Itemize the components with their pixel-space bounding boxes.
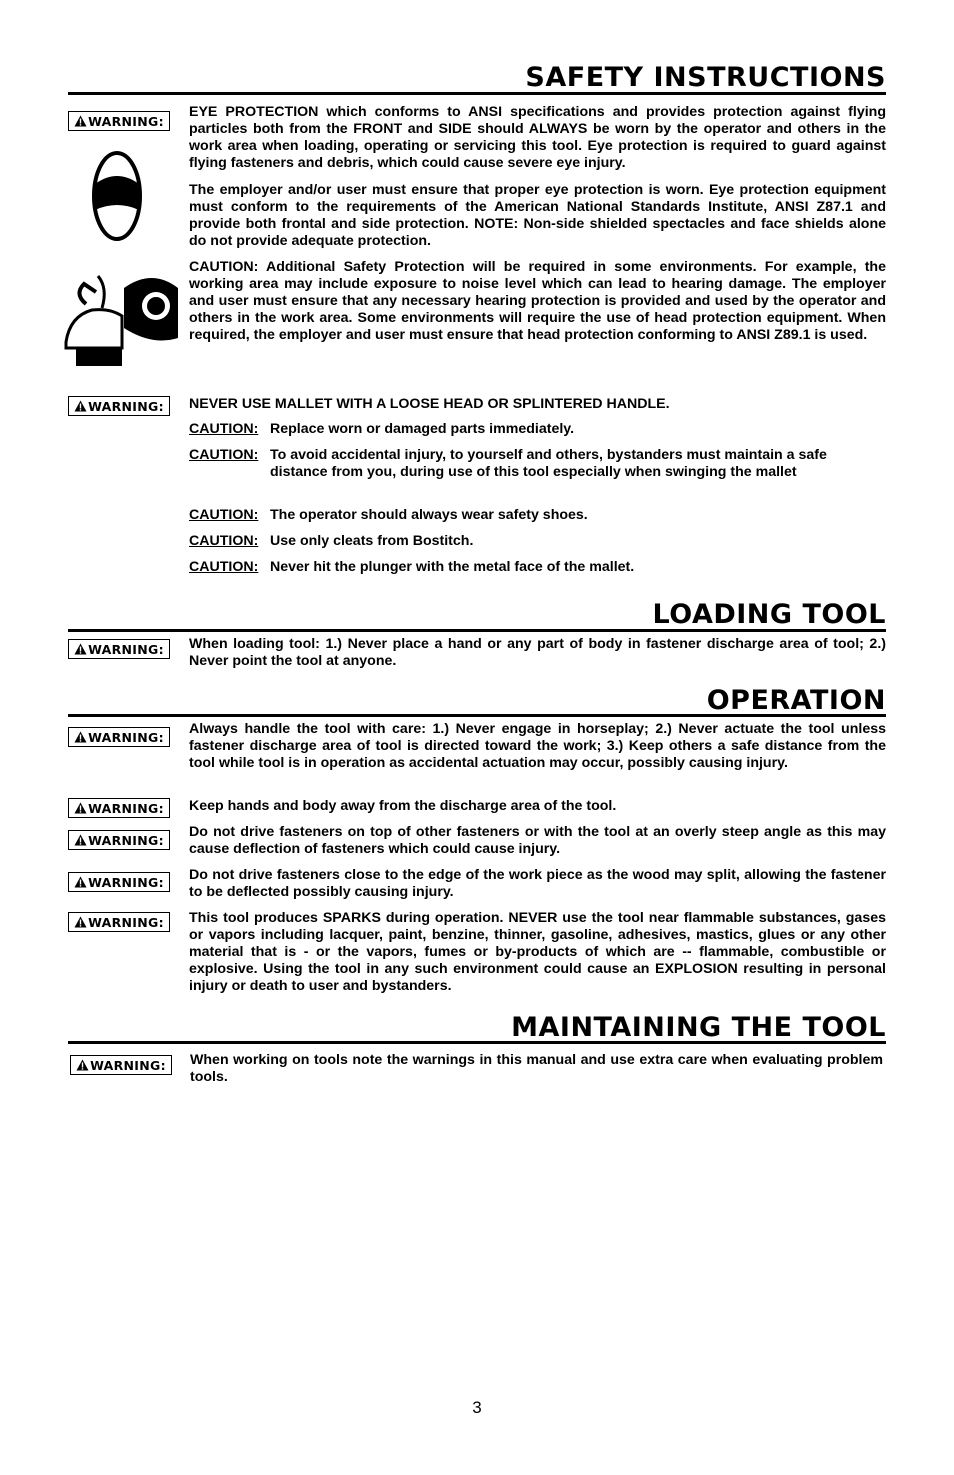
warning-triangle-icon: [74, 731, 87, 743]
warning-triangle-icon: [74, 400, 87, 412]
caution-label: CAUTION:: [189, 447, 259, 463]
loading-warning-text: When loading tool: 1.) Never place a hand or any part of body in fastener discharge area of tool; 2.) Never point the tool at anyone.: [189, 636, 886, 669]
warning-badge-label: WARNING:: [88, 874, 164, 890]
caution-item: [189, 507, 886, 524]
warning-triangle-icon: [74, 802, 87, 814]
section-rule: [68, 1041, 886, 1044]
section-title-maintaining: MAINTAINING THE TOOL: [511, 1012, 886, 1043]
warning-badge: [68, 798, 170, 818]
operation-warning-text: This tool produces SPARKS during operation. NEVER use the tool near flammable substances, gases or vapors including lacquer, paint, benzine, thinner, gasoline, adhesives, mastics, glues or any other material that is - or the vapors, fumes or by-products of which are -- flammable, combustible or explosive. Using the tool in any such environment could cause an EXPLOSION resulting in personal injury or death to user and bystanders.: [189, 910, 886, 994]
warning-badge-label: WARNING:: [88, 398, 164, 414]
warning-triangle-icon: [74, 834, 87, 846]
warning-badge-label: WARNING:: [90, 1057, 166, 1073]
caution-item: [189, 559, 886, 576]
warning-badge: [68, 727, 170, 747]
caution-label: CAUTION:: [189, 559, 259, 575]
operation-warning-text: Always handle the tool with care: 1.) Never engage in horseplay; 2.) Never actuate the tool unless fastener discharge area of tool is directed toward the work; 3.) Keep others a safe distance from the tool while tool is in operation as accidental actuation may occur, possibly causing injury.: [189, 721, 886, 771]
warning-triangle-icon: [74, 876, 87, 888]
mallet-warning-text: NEVER USE MALLET WITH A LOOSE HEAD OR SPLINTERED HANDLE.: [189, 396, 670, 412]
hearing-protection-icon: [62, 268, 182, 368]
warning-triangle-icon: [74, 916, 87, 928]
safety-goggles-icon: [92, 150, 142, 242]
eye-protection-paragraph: EYE PROTECTION which conforms to ANSI specifications and provides protection against flying particles both from the FRONT and SIDE should ALWAYS be worn by the operator and others in the work area when loading, operating or servicing this tool. Eye protection is required to guard against flying fasteners and debris, which could cause severe eye injury.: [189, 104, 886, 171]
section-rule: [68, 714, 886, 717]
caution-item: [189, 447, 886, 480]
warning-badge-label: WARNING:: [88, 641, 164, 657]
section-title-loading: LOADING TOOL: [652, 599, 886, 630]
caution-additional-paragraph: CAUTION: Additional Safety Protection will be required in some environments. For example, the working area may include exposure to noise level which can lead to hearing damage. The employer and user must ensure that any necessary hearing protection is provided and used by the operator and others in the work area. Some environments will require the use of head protection equipment. When required, the employer and user must ensure that head protection conforming to ANSI Z89.1 is used.: [189, 259, 886, 343]
warning-badge-label: WARNING:: [88, 113, 164, 129]
operation-warning-text: Do not drive fasteners close to the edge of the work piece as the wood may split, allowing the fastener to be deflected possibly causing injury.: [189, 867, 886, 900]
warning-triangle-icon: [74, 643, 87, 655]
caution-text: To avoid accidental injury, to yourself and others, bystanders must maintain a safe distance from you, during use of this tool especially when swinging the mallet: [270, 447, 827, 480]
warning-badge-label: WARNING:: [88, 914, 164, 930]
caution-item: [189, 421, 886, 438]
operation-warning-text: Do not drive fasteners on top of other fasteners or with the tool at an overly steep angle as this may cause deflection of fasteners which could cause injury.: [189, 824, 886, 857]
section-rule: [68, 629, 886, 632]
warning-badge: [68, 830, 170, 850]
caution-text: Never hit the plunger with the metal face of the mallet.: [270, 559, 635, 575]
caution-label: CAUTION:: [189, 533, 259, 549]
warning-badge-label: WARNING:: [88, 832, 164, 848]
caution-label: CAUTION:: [189, 507, 259, 523]
operation-warning-text: Keep hands and body away from the discharge area of the tool.: [189, 798, 617, 814]
eye-protection-employer-paragraph: The employer and/or user must ensure that proper eye protection is worn. Eye protection equipment must conform to the requirements of the American National Standards Institute, ANSI Z87.1 and provide both frontal and side protection. NOTE: Non-side shielded spectacles and face shields alone do not provide adequate protection.: [189, 182, 886, 249]
warning-badge: [68, 912, 170, 932]
warning-triangle-icon: [74, 115, 87, 127]
caution-text: Use only cleats from Bostitch.: [270, 533, 474, 549]
warning-badge: [68, 111, 170, 131]
warning-badge-label: WARNING:: [88, 800, 164, 816]
warning-badge-label: WARNING:: [88, 729, 164, 745]
caution-label: CAUTION:: [189, 421, 259, 437]
caution-text: The operator should always wear safety shoes.: [270, 507, 588, 523]
warning-badge: [70, 1055, 172, 1075]
warning-badge: [68, 639, 170, 659]
warning-badge: [68, 396, 170, 416]
section-title-operation: OPERATION: [706, 685, 886, 716]
caution-text: Replace worn or damaged parts immediately.: [270, 421, 575, 437]
page-number: 3: [472, 1398, 482, 1417]
warning-triangle-icon: [76, 1059, 89, 1071]
warning-badge: [68, 872, 170, 892]
maintaining-warning-text: When working on tools note the warnings in this manual and use extra care when evaluating problem tools.: [190, 1052, 883, 1085]
section-title-safety: SAFETY INSTRUCTIONS: [525, 62, 886, 93]
caution-item: [189, 533, 886, 550]
